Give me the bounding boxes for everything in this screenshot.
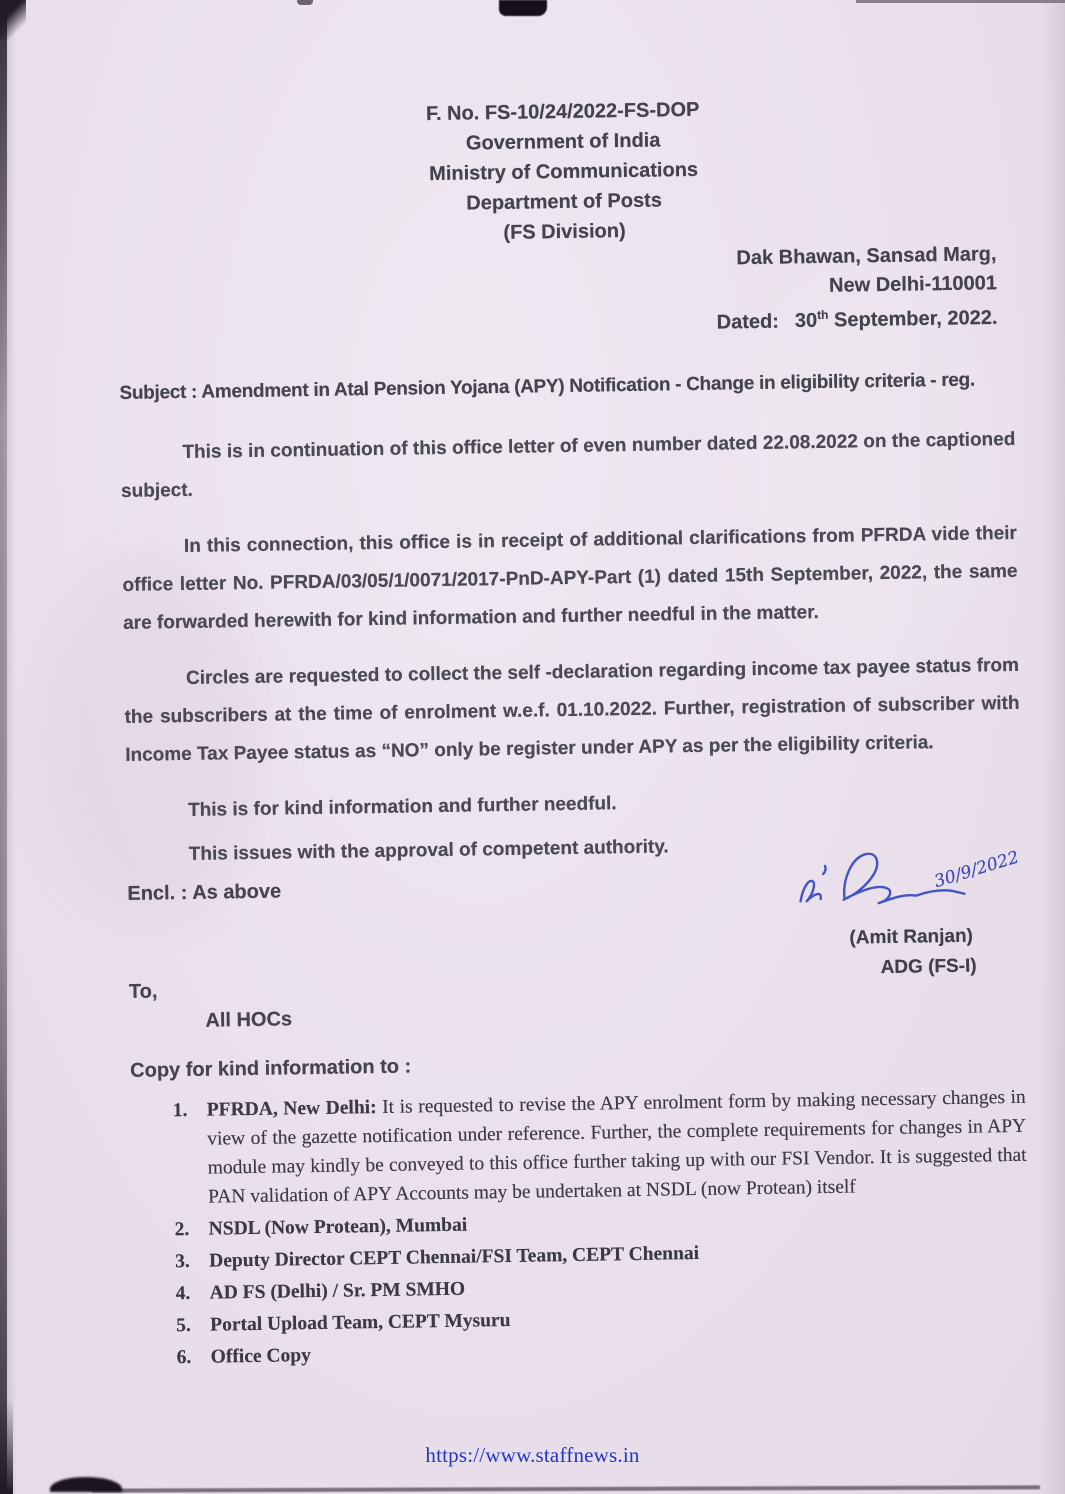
scan-top-small-mark [297, 0, 313, 5]
copy-item-addressee: Office Copy [210, 1344, 312, 1368]
copy-item-number: 4. [175, 1282, 191, 1304]
copy-item-number: 3. [175, 1250, 190, 1272]
paragraph-1: This is in continuation of this office letter of even number dated 22.08.2022 on the captioned subject. [120, 428, 1016, 502]
copy-item-addressee: AD FS (Delhi) / Sr. PM SMHO [209, 1278, 466, 1304]
date-rest: September, 2022. [828, 306, 998, 332]
letter-content [115, 90, 1030, 1376]
date-label: Dated: [716, 310, 780, 334]
signature-date-handwriting: 30/9/2022 [932, 847, 1022, 892]
address-line-1: Dak Bhawan, Sansad Marg, [736, 243, 997, 270]
signatory-name: (Amit Ranjan) [849, 925, 974, 949]
letter-body [120, 421, 1022, 875]
footer [0, 1443, 1065, 1468]
copy-item-addressee: PFRDA, New Delhi: [206, 1096, 377, 1121]
org-line-3: Department of Posts [466, 189, 663, 215]
handwritten-signature-icon [788, 842, 1033, 934]
copy-item-number: 2. [174, 1218, 190, 1240]
paragraph-3: Circles are requested to collect the self -declaration regarding income tax payee status from the subscribers at the time of enrolment w.e.f. 01.10.2022. Further, registration of subscriber with Income Tax Payee status as “NO” only be register under APY as per the eligibility criteria. [124, 654, 1020, 766]
copy-item-text: It is requested to revise the APY enrolment form by making necessary changes in view of the gazette notification under reference. Further, the complete requirements for changes in APY module may kindly be conveyed to this office further taking up with our FSI Vendor. It is suggested that PAN validation of APY Accounts may be undertaken at NSDL (now Protean) itself [207, 1086, 1027, 1208]
copy-item-addressee: Deputy Director CEPT Chennai/FSI Team, CEPT Chennai [209, 1242, 700, 1272]
copy-item-addressee: Portal Upload Team, CEPT Mysuru [210, 1309, 511, 1336]
date-day: 30 [794, 309, 818, 333]
scan-topleft-corner [0, 0, 26, 40]
to-addressee: All HOCs [205, 1007, 293, 1032]
copy-item-number: 6. [176, 1346, 192, 1368]
paragraph-5: This issues with the approval of competent authority. [188, 836, 669, 865]
to-label: To, [128, 980, 158, 1003]
letterhead [115, 90, 1012, 254]
scan-bottom-edge [92, 1485, 1040, 1492]
scan-left-shadow [0, 0, 16, 1494]
file-number: F. No. FS-10/24/2022-FS-DOP [425, 98, 700, 126]
scan-bottomleft-mark [50, 1477, 122, 1492]
copy-heading: Copy for kind information to : [130, 1055, 412, 1082]
copy-list [131, 1082, 1030, 1372]
enclosure-line: Encl. : As above [127, 880, 282, 905]
paragraph-4: This is for kind information and further needful. [187, 792, 617, 821]
address-block [117, 240, 1013, 347]
scan-top-mark [499, 0, 547, 16]
org-line-1: Government of India [465, 129, 661, 155]
copy-item-addressee: NSDL (Now Protean), Mumbai [208, 1214, 468, 1240]
copy-item-1 [131, 1082, 1028, 1212]
footer-url-link[interactable]: https://www.staffnews.in [425, 1443, 640, 1467]
org-line-2: Ministry of Communications [429, 158, 699, 186]
scan-right-tint [1039, 0, 1065, 1494]
scan-topright-line [856, 0, 1065, 3]
paragraph-2: In this connection, this office is in receipt of additional clarifications from PFRDA vide their office letter No. PFRDA/03/05/1/0071/2017-PnD-APY-Part (1) dated 15th September, 2022, the same are forwarded herewith for kind information and further needful in the matter. [122, 522, 1018, 634]
org-line-4: (FS Division) [503, 219, 626, 244]
copy-item-number: 5. [176, 1314, 191, 1336]
date-ordinal: th [816, 307, 829, 322]
signatory-designation: ADG (FS-I) [880, 955, 977, 979]
subject-line: Subject : Amendment in Atal Pension Yojana (APY) Notification - Change in eligibility criteria - reg. [119, 369, 976, 404]
signature-block [788, 842, 1034, 981]
copy-item-number: 1. [172, 1099, 188, 1121]
address-line-2: New Delhi-110001 [828, 272, 998, 297]
scan-left-edge [0, 0, 7, 1494]
